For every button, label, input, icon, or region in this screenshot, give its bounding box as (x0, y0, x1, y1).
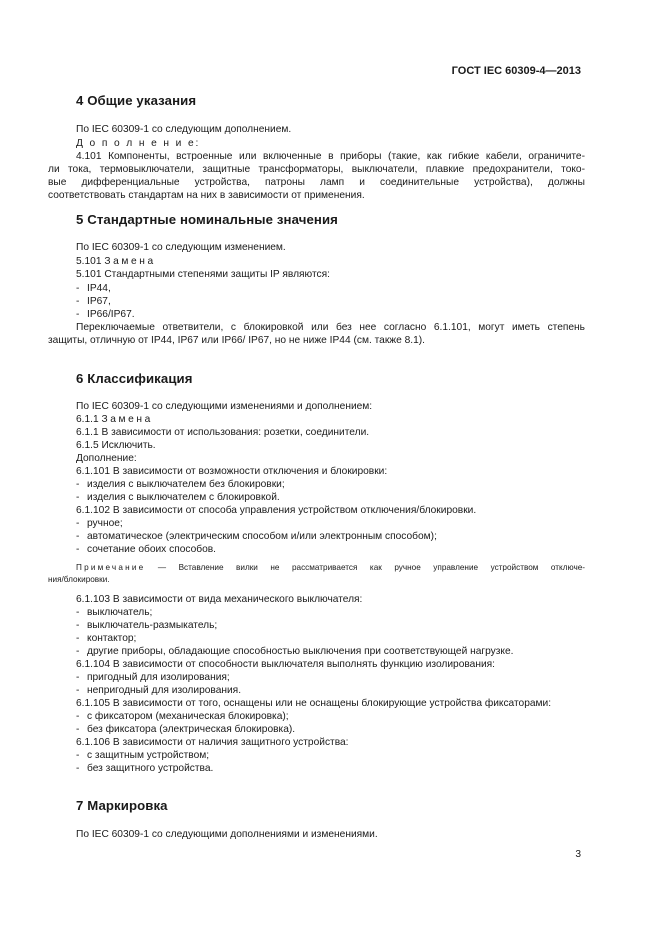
section-6-heading: 6 Классификация (76, 371, 193, 386)
list-item: - непригодный для изолирования. (76, 685, 242, 696)
list-item: - IP66/IP67. (76, 309, 135, 320)
paragraph-line: защиты, отличную от IP44, IP67 или IP66/ IP67, но не ниже IP44 (см. также 8.1). (48, 335, 425, 346)
text-line: 6.1.106 В зависимости от наличия защитного устройства: (76, 737, 349, 748)
note-line: ния/блокировки. (48, 575, 110, 584)
text-line: 6.1.103 В зависимости от вида механического выключателя: (76, 594, 363, 605)
page-number: 3 (575, 849, 581, 860)
section-4-heading: 4 Общие указания (76, 93, 197, 108)
list-item: - другие приборы, обладающие способностью выключения при соответствующей нагрузке. (76, 646, 514, 657)
paragraph-line: ли тока, термовыключатели, защитные трансформаторы, выключатели, плавкие предохранители, токо- (48, 164, 585, 175)
text-line: 5.101 Замена (76, 256, 156, 267)
list-item: - ручное; (76, 518, 123, 529)
list-item: - выключатель; (76, 607, 153, 618)
paragraph-line: Переключаемые ответвители, с блокировкой или без нее согласно 6.1.101, могут иметь степень (76, 322, 585, 333)
text-line: По IEC 60309-1 со следующим изменением. (76, 242, 286, 253)
list-item: - IP44, (76, 283, 111, 294)
list-item: - изделия с выключателем с блокировкой. (76, 492, 280, 503)
section-7-heading: 7 Маркировка (76, 798, 168, 813)
text-line: 6.1.105 В зависимости от того, оснащены или не оснащены блокирующие устройства фиксаторами: (76, 698, 552, 709)
text-line: 6.1.1 Замена (76, 414, 153, 425)
list-item: - IP67, (76, 296, 111, 307)
list-item: - сочетание обоих способов. (76, 544, 216, 555)
list-item: - изделия с выключателем без блокировки; (76, 479, 285, 490)
document-header: ГОСТ IEC 60309-4—2013 (451, 65, 581, 77)
text-line: 6.1.104 В зависимости от способности выключателя выполнять функцию изолирования: (76, 659, 496, 670)
list-item: - с фиксатором (механическая блокировка); (76, 711, 289, 722)
text-line: По IEC 60309-1 со следующими дополнениями и изменениями. (76, 829, 378, 840)
text-line: 6.1.101 В зависимости от возможности отключения и блокировки: (76, 466, 388, 477)
text-line: 6.1.102 В зависимости от способа управления устройством отключения/блокировки. (76, 505, 477, 516)
list-item: - выключатель-размыкатель; (76, 620, 218, 631)
text-line: По IEC 60309-1 со следующими изменениями и дополнением: (76, 401, 373, 412)
text-line: Дополнение: (76, 453, 137, 464)
text-line: 6.1.1 В зависимости от использования: розетки, соединители. (76, 427, 370, 438)
list-item: - без защитного устройства. (76, 763, 214, 774)
list-item: - без фиксатора (электрическая блокировка). (76, 724, 296, 735)
list-item: - контактор; (76, 633, 137, 644)
paragraph-line: 4.101 Компоненты, встроенные или включенные в приборы (такие, как гибкие кабели, ограничите- (76, 151, 585, 162)
note-line: Примечание — Вставление вилки не рассматривается как ручное управление устройством отключе- (76, 563, 585, 572)
text-line: Д о п о л н е н и е: (76, 138, 201, 149)
paragraph-line: соответствовать стандартам на них в зависимости от применения. (48, 190, 365, 201)
text-line: 5.101 Стандартными степенями защиты IP являются: (76, 269, 330, 280)
text-line: 6.1.5 Исключить. (76, 440, 156, 451)
list-item: - автоматическое (электрическим способом и/или электронным способом); (76, 531, 437, 542)
text-line: По IEC 60309-1 со следующим дополнением. (76, 124, 292, 135)
list-item: - с защитным устройством; (76, 750, 210, 761)
section-5-heading: 5 Стандартные номинальные значения (76, 212, 338, 227)
paragraph-line: вые дифференциальные устройства, патроны ламп и соединительные устройства), должны (48, 177, 585, 188)
list-item: - пригодный для изолирования; (76, 672, 230, 683)
